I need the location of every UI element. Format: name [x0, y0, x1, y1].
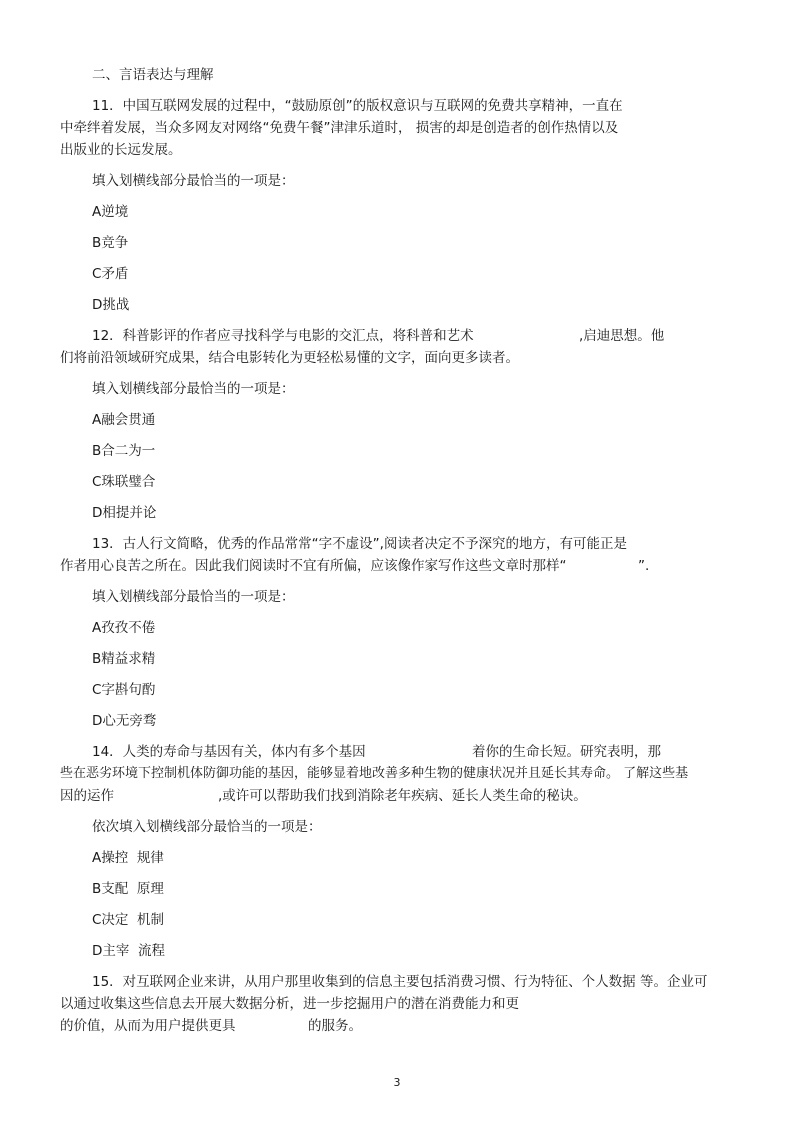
q14-line-2: 些在恶劣环境下控制机体防御功能的基因，能够显着地改善多种生物的健康状况并且延长其寿命。 了解这些基 — [60, 766, 689, 781]
q12-line-1a: 12．科普影评的作者应寻找科学与电影的交汇点，将科普和艺术 — [92, 328, 474, 344]
q12-option-a: A融会贯通 — [92, 412, 156, 428]
q14-prompt: 依次填入划横线部分最恰当的一项是： — [92, 819, 322, 835]
q14-option-b: B支配 原理 — [92, 881, 164, 897]
q11-option-a: A逆境 — [92, 204, 129, 220]
q14-line-1a: 14．人类的寿命与基因有关，体内有多个基因 — [92, 744, 366, 760]
q11-option-c: C矛盾 — [92, 266, 129, 282]
q12-line-1b: ,启迪思想。他 — [579, 328, 665, 344]
q12-line-2: 们将前沿领域研究成果，结合电影转化为更轻松易懂的文字，面向更多读者。 — [60, 350, 519, 366]
q14-option-a: A操控 规律 — [92, 850, 164, 866]
q13-prompt: 填入划横线部分最恰当的一项是： — [92, 589, 295, 605]
q11-prompt: 填入划横线部分最恰当的一项是： — [92, 173, 295, 189]
q12-option-d: D相提并论 — [92, 505, 157, 521]
q15-line-2: 以通过收集这些信息去开展大数据分析，进一步挖掘用户的潜在消费能力和更 — [60, 996, 519, 1012]
q13-line-1: 13．古人行文简略，优秀的作品常常“字不虚设”,阅读者决定不予深究的地方，有可能正是 — [92, 536, 627, 552]
q15-line-1: 15．对互联网企业来讲，从用户那里收集到的信息主要包括消费习惯、行为特征、个人数据 等。企业可 — [92, 974, 708, 990]
q14-line-3b: ,或许可以帮助我们找到消除老年疾病、延长人类生命的秘诀。 — [218, 788, 587, 804]
q13-option-b: B精益求精 — [92, 651, 156, 667]
q13-option-d: D心无旁骛 — [92, 713, 157, 729]
q12-prompt: 填入划横线部分最恰当的一项是： — [92, 381, 295, 397]
q15-line-3b: 的服务。 — [308, 1018, 362, 1034]
q12-option-c: C珠联璧合 — [92, 474, 156, 490]
page-number: 3 — [393, 1076, 401, 1089]
q13-option-c: C字斟句酌 — [92, 682, 156, 698]
q14-option-c: C决定 机制 — [92, 912, 165, 928]
q14-line-3a: 因的运作 — [60, 788, 114, 804]
q11-option-d: D挑战 — [92, 297, 130, 313]
q11-line-3: 出版业的长远发展。 — [60, 142, 182, 158]
q13-line-2b: ”. — [638, 558, 650, 574]
q13-option-a: A孜孜不倦 — [92, 620, 156, 636]
q14-line-1b: 着你的生命长短。研究表明，那 — [472, 744, 661, 760]
q11-line-2: 中牵绊着发展，当众多网友对网络“免费午餐”津津乐道时， 损害的却是创造者的创作热情以及 — [60, 120, 619, 136]
q15-line-3a: 的价值，从而为用户提供更具 — [60, 1018, 236, 1034]
q13-line-2a: 作者用心良苦之所在。因此我们阅读时不宜有所偏，应该像作家写作这些文章时那样“ — [60, 558, 567, 574]
q11-line-1: 11．中国互联网发展的过程中，“鼓励原创”的版权意识与互联网的免费共享精神，一直在 — [92, 98, 623, 114]
q14-option-d: D主宰 流程 — [92, 943, 165, 959]
q11-option-b: B竞争 — [92, 235, 129, 251]
section-title: 二、言语表达与理解 — [92, 67, 214, 83]
q12-option-b: B合二为一 — [92, 443, 156, 459]
